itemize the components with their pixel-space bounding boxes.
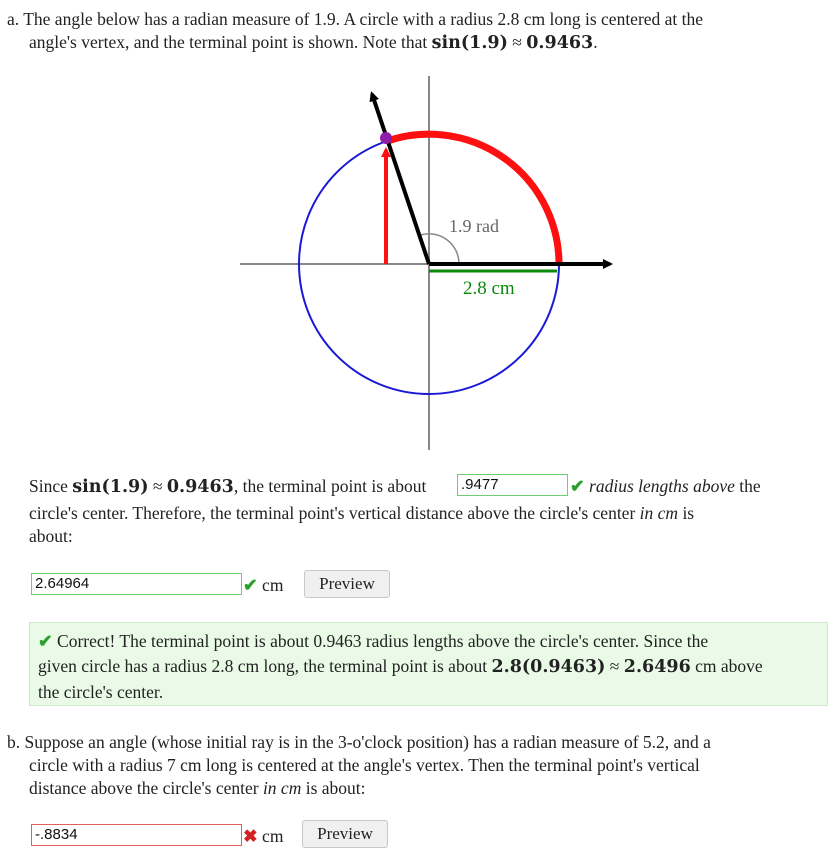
feedback-result: 2.6496	[623, 657, 691, 677]
q1-line-2-italic: in cm	[639, 503, 679, 523]
answer-2-unit-row	[243, 825, 283, 847]
part-b-line-3	[29, 777, 829, 800]
q1-tail-normal: the	[739, 476, 761, 496]
period: .	[593, 32, 598, 52]
feedback-box	[29, 622, 828, 706]
preview-button-1[interactable]: Preview	[304, 570, 390, 598]
answer-2-input[interactable]: -.8834	[31, 824, 242, 846]
since-text: Since	[29, 476, 68, 496]
radius-lengths-input[interactable]: .9477	[457, 474, 568, 496]
part-b-text-3-italic: in cm	[262, 778, 302, 798]
q1-approx: ≈	[152, 476, 163, 496]
approx-symbol: ≈	[512, 32, 522, 52]
feedback-line-2	[38, 654, 819, 680]
feedback-check-icon: ✔	[38, 631, 53, 651]
part-b-text-2: circle with a radius 7 cm long is centered at the angle's vertex. Then the terminal point's vertical	[29, 755, 700, 775]
answer-1-unit: cm	[262, 575, 284, 595]
radius-label: 2.8 cm	[463, 278, 515, 299]
terminal-point	[380, 132, 392, 144]
feedback-text-2: given circle has a radius 2.8 cm long, the terminal point is about	[38, 656, 488, 676]
part-b-line-1	[7, 731, 832, 754]
feedback-text-1: Correct! The terminal point is about 0.9463 radius lengths above the circle's center. Since the	[57, 631, 709, 651]
answer-1-input[interactable]: 2.64964	[31, 573, 242, 595]
q1-sin-value: 0.9463	[166, 477, 234, 497]
part-a-intro-1: The angle below has a radian measure of 1.9. A circle with a radius 2.8 cm long is centered at the	[23, 9, 704, 29]
q1-line-3: about:	[29, 526, 73, 546]
feedback-approx: ≈	[609, 656, 620, 676]
part-a-label: a.	[7, 9, 20, 29]
answer-2-unit: cm	[262, 826, 284, 846]
question-1-line-3	[29, 525, 73, 548]
q1-tail-italic: radius lengths above	[589, 476, 735, 496]
q1-line-2-end: is	[682, 503, 695, 523]
feedback-expression: 2.8(0.9463)	[491, 657, 606, 677]
angle-label: 1.9 rad	[449, 216, 499, 236]
part-b-label: b.	[7, 732, 21, 752]
part-a-intro-2: angle's vertex, and the terminal point is shown. Note that	[29, 32, 428, 52]
check-icon: ✔	[570, 476, 585, 496]
part-b-text-3-end: is about:	[305, 778, 366, 798]
feedback-line-1	[38, 629, 819, 654]
part-b-line-2	[29, 754, 829, 777]
answer-1-unit-row	[243, 574, 283, 596]
part-b-text-3: distance above the circle's center	[29, 778, 259, 798]
arc-length	[386, 134, 559, 264]
sin-value: 0.9463	[526, 33, 594, 53]
feedback-text-2-end: cm above	[695, 656, 763, 676]
q1-text-after: , the terminal point is about	[233, 476, 427, 496]
preview-button-2[interactable]: Preview	[302, 820, 388, 848]
terminal-ray	[372, 94, 429, 264]
question-1-line-1-tail	[570, 475, 761, 498]
sin-expression: sin(1.9)	[431, 33, 508, 53]
feedback-line-3: the circle's center.	[38, 682, 164, 702]
answer-1-check-icon: ✔	[243, 575, 258, 595]
q1-sin-expression: sin(1.9)	[72, 477, 149, 497]
part-b-text-1: Suppose an angle (whose initial ray is in the 3-o'clock position) has a radian measure of 5.2, and a	[24, 732, 711, 752]
question-1-line-2	[29, 502, 829, 525]
answer-2-cross-icon: ✖	[243, 826, 258, 846]
q1-line-2: circle's center. Therefore, the terminal point's vertical distance above the circle's center	[29, 503, 636, 523]
